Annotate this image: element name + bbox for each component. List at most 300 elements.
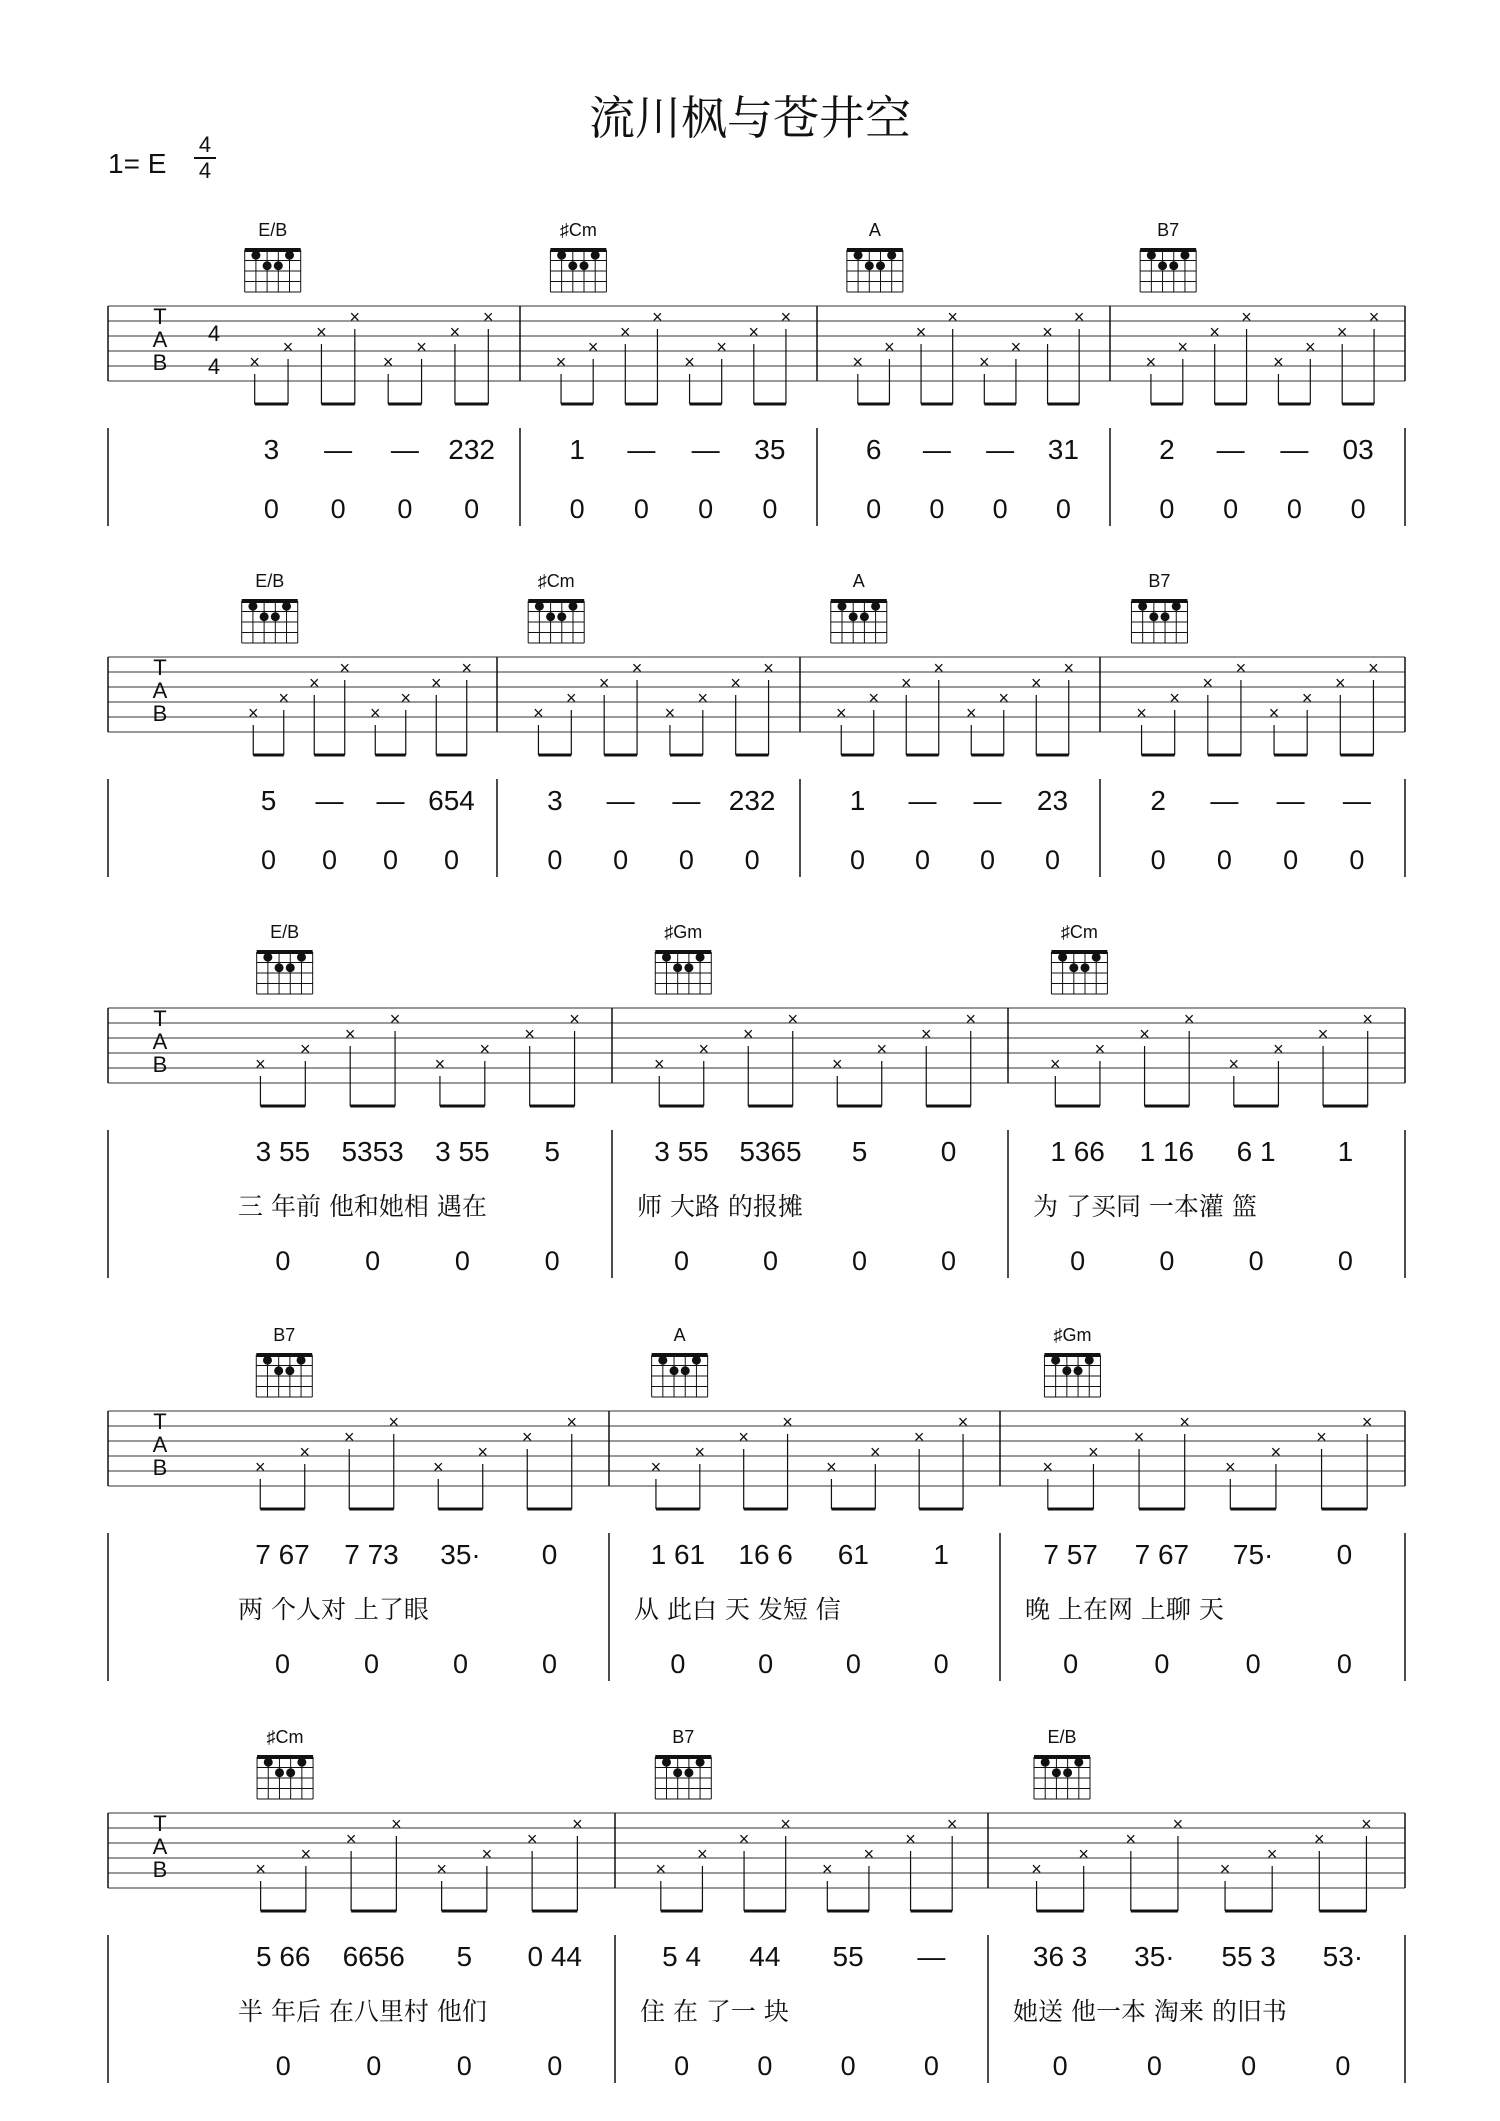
melody-note: 6 1 bbox=[1236, 1136, 1276, 1167]
tab-strum-mark: × bbox=[1030, 673, 1042, 693]
melody-note: — bbox=[627, 434, 656, 465]
chord-name: A bbox=[868, 220, 881, 240]
lyrics-line: 半 年后 在八里村 他们 bbox=[238, 1997, 487, 2026]
tab-strum-mark: × bbox=[345, 1829, 357, 1849]
tab-strum-mark: × bbox=[763, 658, 774, 678]
melody-note: — bbox=[917, 1941, 946, 1972]
melody-note: 0 bbox=[1336, 1539, 1353, 1570]
chord-finger-dot bbox=[860, 612, 869, 621]
chord-finger-dot bbox=[251, 251, 260, 260]
melody-note: 1 16 bbox=[1139, 1136, 1195, 1167]
bass-note: 0 bbox=[762, 1246, 779, 1276]
chord-name: ♯Cm bbox=[266, 1727, 304, 1747]
time-signature-bottom: 4 bbox=[198, 158, 212, 183]
chord-finger-dot bbox=[297, 1758, 306, 1767]
melody-note: 5 66 bbox=[256, 1941, 311, 1972]
tab-strum-mark: × bbox=[933, 658, 945, 678]
bass-note: 0 bbox=[923, 2051, 939, 2081]
tab-strum-mark: × bbox=[905, 1829, 916, 1849]
measure bbox=[238, 922, 580, 1276]
melody-note: 36 3 bbox=[1032, 1941, 1088, 1972]
tab-strum-mark: × bbox=[566, 1412, 578, 1432]
bass-note: 0 bbox=[452, 1649, 469, 1679]
tab-clef-letter: B bbox=[152, 350, 168, 375]
key-signature: 1= E bbox=[108, 148, 167, 179]
measure bbox=[242, 571, 475, 875]
bass-note: 0 bbox=[992, 494, 1008, 524]
melody-note: 5 bbox=[260, 785, 277, 816]
tab-strum-mark: × bbox=[300, 1844, 312, 1864]
bass-note: 0 bbox=[1223, 494, 1239, 524]
chord-finger-dot bbox=[1081, 963, 1090, 972]
chord-finger-dot bbox=[580, 261, 589, 270]
bass-note: 0 bbox=[1349, 845, 1365, 875]
chord-finger-dot bbox=[849, 612, 858, 621]
tab-strum-mark: × bbox=[631, 658, 643, 678]
tab-clef-letter: B bbox=[152, 1052, 168, 1077]
system-3 bbox=[108, 922, 1405, 1278]
melody-note: 5 bbox=[456, 1941, 473, 1972]
chord-finger-dot bbox=[1092, 953, 1101, 962]
tab-strum-mark: × bbox=[316, 322, 327, 342]
tab-strum-mark: × bbox=[748, 322, 760, 342]
chord-finger-dot bbox=[263, 953, 272, 962]
system-1 bbox=[108, 220, 1405, 526]
bass-note: 0 bbox=[274, 1649, 291, 1679]
song-title: 流川枫与苍井空 bbox=[589, 91, 911, 145]
bass-note: 0 bbox=[275, 1246, 291, 1276]
bass-note: 0 bbox=[454, 1246, 470, 1276]
melody-note: 5365 bbox=[739, 1136, 802, 1167]
tab-strum-mark: × bbox=[738, 1829, 750, 1849]
tab-strum-mark: × bbox=[388, 1412, 400, 1432]
tab-strum-mark: × bbox=[1202, 673, 1214, 693]
tab-strum-mark: × bbox=[652, 307, 663, 327]
tab-strum-mark: × bbox=[449, 322, 461, 342]
chord-finger-dot bbox=[696, 1758, 705, 1767]
melody-note: — bbox=[376, 785, 405, 816]
tab-strum-mark: × bbox=[1314, 1829, 1325, 1849]
tab-strum-mark: × bbox=[1273, 1039, 1284, 1059]
chord-name: ♯Gm bbox=[1053, 1325, 1092, 1345]
tab-clef-letter: B bbox=[152, 1857, 168, 1882]
bass-note: 0 bbox=[263, 494, 279, 524]
bass-note: 0 bbox=[744, 845, 760, 875]
bass-note: 0 bbox=[845, 1649, 861, 1679]
chord-finger-dot bbox=[1149, 612, 1158, 621]
melody-note: 44 bbox=[749, 1941, 781, 1972]
time-signature-top: 4 bbox=[198, 132, 212, 157]
chord-finger-dot bbox=[673, 963, 682, 972]
melody-note: 5 bbox=[851, 1136, 868, 1167]
chord-finger-dot bbox=[286, 963, 295, 972]
tab-strum-mark: × bbox=[1136, 703, 1147, 723]
bass-note: 0 bbox=[547, 2051, 563, 2081]
tab-strum-mark: × bbox=[1042, 322, 1053, 342]
bass-note: 0 bbox=[849, 845, 866, 875]
chord-finger-dot bbox=[1147, 251, 1156, 260]
melody-note: 7 73 bbox=[344, 1539, 399, 1570]
chord-name: A bbox=[852, 571, 865, 591]
chord-finger-dot bbox=[1161, 612, 1170, 621]
system-2 bbox=[108, 571, 1405, 877]
bass-note: 0 bbox=[914, 845, 931, 875]
bass-note: 0 bbox=[1159, 1246, 1175, 1276]
melody-note: 1 bbox=[569, 434, 585, 465]
tab-strum-mark: × bbox=[655, 1859, 667, 1879]
tab-strum-mark: × bbox=[430, 673, 442, 693]
tab-strum-mark: × bbox=[400, 688, 412, 708]
tab-clef-letter: T bbox=[153, 304, 167, 329]
melody-note: 1 bbox=[933, 1539, 949, 1570]
chord-finger-dot bbox=[865, 261, 874, 270]
tab-strum-mark: × bbox=[249, 352, 260, 372]
tab-strum-mark: × bbox=[481, 1844, 493, 1864]
tab-strum-mark: × bbox=[1317, 1024, 1329, 1044]
tab-strum-mark: × bbox=[308, 673, 320, 693]
tab-strum-mark: × bbox=[780, 1814, 791, 1834]
tab-strum-mark: × bbox=[738, 1427, 749, 1447]
melody-note: — bbox=[315, 785, 344, 816]
bass-note: 0 bbox=[544, 1246, 560, 1276]
tab-strum-mark: × bbox=[1301, 688, 1313, 708]
bass-note: 0 bbox=[840, 2051, 856, 2081]
tab-clef-letter: A bbox=[152, 1029, 168, 1054]
tab-strum-mark: × bbox=[461, 658, 473, 678]
chord-finger-dot bbox=[275, 1768, 284, 1777]
tab-strum-mark: × bbox=[742, 1024, 754, 1044]
tab-strum-mark: × bbox=[432, 1457, 444, 1477]
chord-finger-dot bbox=[670, 1366, 679, 1375]
measure bbox=[1025, 1325, 1372, 1679]
lyrics-line: 从 此白 天 发短 信 bbox=[634, 1595, 841, 1624]
chord-finger-dot bbox=[684, 963, 693, 972]
chord-finger-dot bbox=[871, 602, 880, 611]
tab-strum-mark: × bbox=[884, 337, 895, 357]
measure bbox=[1013, 1727, 1372, 2081]
chord-name: B7 bbox=[273, 1325, 296, 1345]
tab-strum-mark: × bbox=[255, 1054, 266, 1074]
tab-strum-mark: × bbox=[369, 703, 381, 723]
tab-strum-mark: × bbox=[1183, 1009, 1195, 1029]
tab-clef-letter: A bbox=[152, 1432, 168, 1457]
chord-finger-dot bbox=[887, 251, 896, 260]
bass-note: 0 bbox=[1241, 2051, 1257, 2081]
tab-strum-mark: × bbox=[566, 688, 577, 708]
chord-finger-dot bbox=[662, 953, 671, 962]
bass-note: 0 bbox=[698, 494, 714, 524]
tab-strum-mark: × bbox=[1063, 658, 1075, 678]
tab-strum-mark: × bbox=[876, 1039, 888, 1059]
tab-strum-mark: × bbox=[1172, 1814, 1184, 1834]
lyrics-line: 师 大路 的报摊 bbox=[637, 1192, 803, 1221]
bass-note: 0 bbox=[1150, 845, 1166, 875]
bass-note: 0 bbox=[851, 1246, 868, 1276]
chord-finger-dot bbox=[263, 1356, 272, 1365]
tab-strum-mark: × bbox=[254, 1457, 266, 1477]
tab-strum-mark: × bbox=[1031, 1859, 1042, 1879]
system-5 bbox=[108, 1727, 1405, 2083]
tab-strum-mark: × bbox=[697, 688, 709, 708]
tab-strum-mark: × bbox=[555, 352, 567, 372]
tab-strum-mark: × bbox=[569, 1009, 580, 1029]
bass-note: 0 bbox=[929, 494, 945, 524]
tab-strum-mark: × bbox=[1050, 1054, 1061, 1074]
tab-strum-mark: × bbox=[1133, 1427, 1145, 1447]
melody-note: 55 bbox=[832, 1941, 864, 1972]
chord-finger-dot bbox=[1052, 1768, 1061, 1777]
melody-note: 0 bbox=[940, 1136, 957, 1167]
tab-clef-letter: B bbox=[152, 701, 168, 726]
tab-strum-mark: × bbox=[965, 1009, 977, 1029]
measure bbox=[238, 1325, 577, 1679]
tab-strum-mark: × bbox=[416, 337, 427, 357]
tab-strum-mark: × bbox=[822, 1859, 833, 1879]
tab-strum-mark: × bbox=[300, 1039, 311, 1059]
tab-strum-mark: × bbox=[1010, 337, 1022, 357]
tab-strum-mark: × bbox=[1362, 1009, 1373, 1029]
tab-time-bottom: 4 bbox=[207, 354, 221, 379]
melody-note: — bbox=[908, 785, 937, 816]
tab-strum-mark: × bbox=[1235, 658, 1247, 678]
tab-strum-mark: × bbox=[946, 1814, 958, 1834]
tab-strum-mark: × bbox=[697, 1844, 708, 1864]
melody-note: 232 bbox=[728, 785, 776, 816]
bass-note: 0 bbox=[933, 1649, 949, 1679]
chord-name: ♯Cm bbox=[537, 571, 575, 591]
bass-note: 0 bbox=[866, 494, 882, 524]
melody-note: 75· bbox=[1232, 1539, 1274, 1570]
tab-strum-mark: × bbox=[278, 688, 290, 708]
bass-note: 0 bbox=[670, 1649, 686, 1679]
tab-strum-mark: × bbox=[620, 322, 631, 342]
tab-strum-mark: × bbox=[1209, 322, 1220, 342]
tab-strum-mark: × bbox=[1088, 1442, 1099, 1462]
melody-note: 03 bbox=[1342, 434, 1374, 465]
tab-strum-mark: × bbox=[716, 337, 727, 357]
chord-name: ♯Cm bbox=[1060, 922, 1098, 942]
chord-finger-dot bbox=[264, 1758, 273, 1767]
chord-finger-dot bbox=[263, 261, 272, 270]
chord-finger-dot bbox=[1051, 1356, 1060, 1365]
melody-note: 5353 bbox=[341, 1136, 404, 1167]
melody-note: — bbox=[390, 434, 419, 465]
melody-note: — bbox=[672, 785, 701, 816]
tab-strum-mark: × bbox=[826, 1457, 837, 1477]
melody-note: 5 bbox=[544, 1136, 560, 1167]
tab-strum-mark: × bbox=[389, 1009, 401, 1029]
chord-finger-dot bbox=[546, 612, 555, 621]
tab-strum-mark: × bbox=[979, 352, 990, 372]
melody-note: 35 bbox=[754, 434, 786, 465]
tab-strum-mark: × bbox=[1042, 1457, 1054, 1477]
bass-note: 0 bbox=[1286, 494, 1302, 524]
tab-strum-mark: × bbox=[1361, 1814, 1372, 1834]
tab-strum-mark: × bbox=[957, 1412, 969, 1432]
melody-note: 0 bbox=[541, 1539, 558, 1570]
melody-note: 2 bbox=[1150, 785, 1166, 816]
chord-name: ♯Cm bbox=[559, 220, 597, 240]
bass-note: 0 bbox=[321, 845, 338, 875]
melody-note: 55 3 bbox=[1221, 1941, 1276, 1972]
tab-strum-mark: × bbox=[1368, 658, 1379, 678]
bass-note: 0 bbox=[260, 845, 277, 875]
tab-strum-mark: × bbox=[1266, 1844, 1278, 1864]
chord-finger-dot bbox=[1058, 953, 1067, 962]
melody-note: 6656 bbox=[342, 1941, 405, 1972]
measure bbox=[831, 571, 1074, 875]
tab-strum-mark: × bbox=[698, 1039, 710, 1059]
bass-note: 0 bbox=[366, 2051, 382, 2081]
chord-finger-dot bbox=[1172, 602, 1181, 611]
tab-strum-mark: × bbox=[831, 1054, 843, 1074]
chord-name: B7 bbox=[1157, 220, 1180, 240]
tab-strum-mark: × bbox=[947, 307, 958, 327]
chord-finger-dot bbox=[568, 261, 577, 270]
chord-finger-dot bbox=[1074, 1366, 1083, 1375]
chord-finger-dot bbox=[1085, 1356, 1094, 1365]
chord-finger-dot bbox=[838, 602, 847, 611]
chord-finger-dot bbox=[285, 251, 294, 260]
tab-strum-mark: × bbox=[787, 1009, 799, 1029]
chord-name: E/B bbox=[255, 571, 285, 591]
bass-note: 0 bbox=[1283, 845, 1299, 875]
melody-note: 1 bbox=[1337, 1136, 1354, 1167]
tab-strum-mark: × bbox=[1169, 688, 1180, 708]
chord-finger-dot bbox=[658, 1356, 667, 1365]
melody-note: 1 bbox=[849, 785, 866, 816]
chord-finger-dot bbox=[260, 612, 269, 621]
tab-clef-letter: A bbox=[152, 678, 168, 703]
chord-finger-dot bbox=[854, 251, 863, 260]
melody-note: 3 55 bbox=[255, 1136, 311, 1167]
tab-strum-mark: × bbox=[870, 1442, 881, 1462]
tab-strum-mark: × bbox=[382, 352, 394, 372]
chord-finger-dot bbox=[1074, 1758, 1083, 1767]
chord-name: B7 bbox=[1148, 571, 1171, 591]
melody-note: — bbox=[1276, 785, 1305, 816]
system-4 bbox=[108, 1325, 1405, 1681]
tab-strum-mark: × bbox=[694, 1442, 706, 1462]
tab-strum-mark: × bbox=[1305, 337, 1316, 357]
bass-note: 0 bbox=[673, 1246, 690, 1276]
chord-finger-dot bbox=[591, 251, 600, 260]
melody-note: — bbox=[324, 434, 353, 465]
tab-strum-mark: × bbox=[1073, 307, 1085, 327]
bass-note: 0 bbox=[1216, 845, 1232, 875]
chord-name: E/B bbox=[270, 922, 300, 942]
tab-strum-mark: × bbox=[1361, 1412, 1373, 1432]
tab-strum-mark: × bbox=[1177, 337, 1189, 357]
bass-note: 0 bbox=[1248, 1246, 1264, 1276]
melody-note: 53· bbox=[1322, 1941, 1364, 1972]
tab-strum-mark: × bbox=[1078, 1844, 1089, 1864]
tab-strum-mark: × bbox=[1225, 1457, 1236, 1477]
measure bbox=[1140, 220, 1379, 524]
bass-note: 0 bbox=[1070, 1246, 1086, 1276]
tab-clef-letter: T bbox=[153, 1409, 167, 1434]
tab-clef-letter: T bbox=[153, 1811, 167, 1836]
bass-note: 0 bbox=[979, 845, 996, 875]
tab-strum-mark: × bbox=[587, 337, 599, 357]
lyrics-line: 她送 他一本 淘来 的旧书 bbox=[1013, 1997, 1287, 2026]
chord-name: ♯Gm bbox=[664, 922, 703, 942]
tab-strum-mark: × bbox=[730, 673, 741, 693]
melody-note: 7 67 bbox=[255, 1539, 310, 1570]
chord-finger-dot bbox=[274, 1366, 283, 1375]
chord-name: A bbox=[673, 1325, 686, 1345]
bass-note: 0 bbox=[674, 2051, 690, 2081]
bass-note: 0 bbox=[762, 494, 778, 524]
melody-note: — bbox=[1342, 785, 1371, 816]
tab-strum-mark: × bbox=[247, 703, 259, 723]
measure bbox=[238, 1727, 583, 2081]
melody-note: 3 55 bbox=[435, 1136, 490, 1167]
chord-finger-dot bbox=[1041, 1758, 1050, 1767]
melody-note: 16 6 bbox=[738, 1539, 793, 1570]
melody-note: — bbox=[973, 785, 1002, 816]
measure bbox=[640, 1727, 957, 2081]
chord-finger-dot bbox=[1062, 1366, 1071, 1375]
melody-note: 3 bbox=[263, 434, 280, 465]
tab-strum-mark: × bbox=[477, 1442, 489, 1462]
bass-note: 0 bbox=[1336, 1649, 1352, 1679]
lyrics-line: 晚 上在网 上聊 天 bbox=[1025, 1595, 1224, 1624]
tab-clef-letter: T bbox=[153, 1006, 167, 1031]
measure bbox=[550, 220, 791, 524]
melody-note: 35· bbox=[440, 1539, 481, 1570]
tab-strum-mark: × bbox=[479, 1039, 491, 1059]
tab-strum-mark: × bbox=[863, 1844, 875, 1864]
melody-note: — bbox=[606, 785, 635, 816]
bass-note: 0 bbox=[330, 494, 346, 524]
melody-note: — bbox=[986, 434, 1015, 465]
chord-finger-dot bbox=[286, 1768, 295, 1777]
bass-note: 0 bbox=[1052, 2051, 1068, 2081]
tab-strum-mark: × bbox=[1273, 352, 1284, 372]
tab-strum-mark: × bbox=[780, 307, 792, 327]
bass-note: 0 bbox=[678, 845, 694, 875]
chord-finger-dot bbox=[681, 1366, 690, 1375]
melody-note: — bbox=[1210, 785, 1239, 816]
tab-strum-mark: × bbox=[653, 1054, 665, 1074]
tab-strum-mark: × bbox=[915, 322, 927, 342]
melody-note: 3 bbox=[547, 785, 563, 816]
chord-finger-dot bbox=[876, 261, 885, 270]
bass-note: 0 bbox=[1044, 845, 1061, 875]
melody-note: — bbox=[1280, 434, 1309, 465]
bass-note: 0 bbox=[1154, 1649, 1170, 1679]
melody-note: — bbox=[922, 434, 951, 465]
tab-strum-mark: × bbox=[852, 352, 864, 372]
chord-finger-dot bbox=[692, 1356, 701, 1365]
melody-note: 6 bbox=[865, 434, 882, 465]
bass-note: 0 bbox=[443, 845, 460, 875]
measure bbox=[637, 922, 976, 1276]
measure bbox=[634, 1325, 968, 1679]
chord-finger-dot bbox=[684, 1768, 693, 1777]
tab-strum-mark: × bbox=[782, 1412, 793, 1432]
tab-strum-mark: × bbox=[835, 703, 847, 723]
tab-strum-mark: × bbox=[282, 337, 294, 357]
melody-note: 35· bbox=[1134, 1941, 1175, 1972]
bass-note: 0 bbox=[758, 1649, 774, 1679]
bass-note: 0 bbox=[613, 845, 629, 875]
measure bbox=[1131, 571, 1378, 875]
melody-note: 7 67 bbox=[1134, 1539, 1190, 1570]
tab-strum-mark: × bbox=[1336, 322, 1348, 342]
lyrics-line: 为 了买同 一本灌 篮 bbox=[1033, 1192, 1257, 1221]
